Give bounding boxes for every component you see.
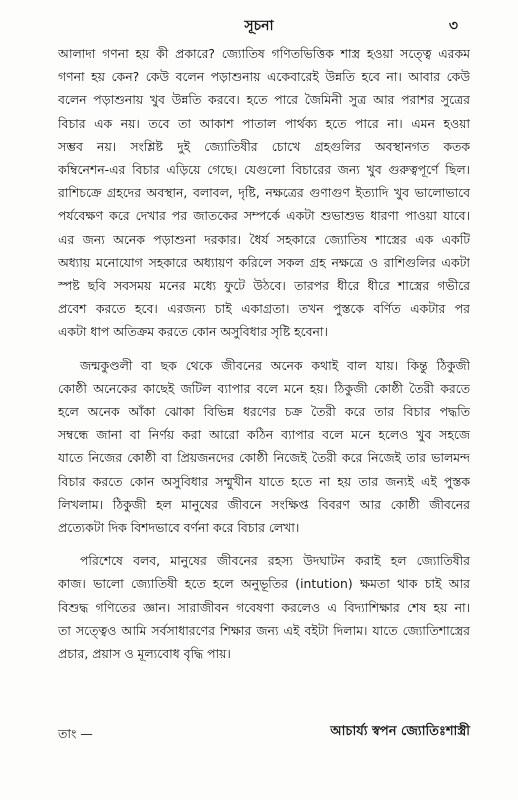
text-line: প্রত্যেকটা দিক বিশদভাবে বর্ণনা করে বিচার লেখা। [58, 520, 300, 536]
paragraph-2 [58, 354, 470, 540]
paragraph-gap [58, 344, 470, 354]
text-line: গণনা হয় কেন? কেউ বলেন পড়াশুনায় একেবারেই উন্নতি হবে না। আবার কেউ [58, 69, 470, 85]
text-line: জন্মকুণ্ডলী বা ছক থেকে জীবনের অনেক কথাই বাল যায়। কিন্তু ঠিকুজী [80, 357, 470, 373]
text-line: হলে অনেক আঁকা ঝোকা বিভিন্ন ধরণের চক্র তৈরী করে তার বিচার পদ্ধতি [58, 404, 470, 420]
text-line: লিখলাম। ঠিকুজী হল মানুষের জীবনে সংক্ষিপ্ত বিবরণ আর কোষ্ঠী জীবনের [58, 496, 470, 512]
text-line: বিচার এক নয়। তবে তা আকাশ পাতাল পার্থক্য হতে পারে না। এমন হওয়া [58, 115, 470, 131]
text-line: একটা ধাপ অতিক্রম করতে কোন অসুবিধার সৃষ্টি হবেনা। [58, 324, 328, 340]
text-line: কোষ্ঠী অনেকের কাছেই জটিল ব্যাপার বলে মনে হয়। ঠিকুজী কোষ্ঠী তৈরী করতে [58, 380, 470, 396]
text-line: সম্বন্ধে জানা বা নির্ণয় করা আরো কঠিন ব্যাপার বলে মনে হলেও খুব সহজে [58, 427, 470, 443]
date-label: তাং — [58, 726, 93, 741]
text-line: কম্বিনেশন-এর বিচার এড়িয়ে গেছে। যেগুলো বিচারের জন্য খুব গুরুত্বপূর্ণে ছিল। [58, 162, 470, 178]
text-line: অধ্যায় মনোযোগ সহকারে অধ্যায়ণ করিলে সকল গ্রহ নক্ষত্রে ও রাশিগুলির একটা [58, 254, 470, 270]
text-line: রাশিচক্রে গ্রহদের অবস্থান, বলাবল, দৃষ্টি, নক্ষত্রের গুণাগুণ ইত্যাদি খুব ভালোভাবে [58, 185, 470, 201]
signature-block [58, 722, 470, 748]
text-line: বলেন পড়াশুনায় খুব উন্নতি করবে। হতে পারে জৈমিনী সুত্র আর পরাশর সুত্রের [58, 92, 470, 108]
text-line: কাজ। ভালো জ্যোতিষী হতে হলে অনুভূতির (intution) ক্ষমতা থাক চাই আর [58, 576, 470, 592]
text-line: পর্যবেক্ষণ করে দেখার পর জাতকের সম্পর্কে একটা শুভাশুভ ধারণা পাওয়া যাবে। [58, 208, 470, 224]
text-line: আলাদা গণনা হয় কী প্রকারে? জ্যোতিষ গণিতভিত্তিক শাস্ত্র হওয়া সত্ত্বে এরকম [58, 46, 470, 61]
page-body [58, 42, 470, 665]
paragraph-1 [58, 42, 470, 344]
text-line: যাতে নিজের কোষ্ঠী বা প্রিয়জনদের কোষ্ঠী নিজেই তৈরী করে নিজেই তার ভালমন্দ [58, 450, 470, 466]
page-number: ৩ [448, 18, 458, 34]
text-line: স্পষ্ট ছবি সবসময় মনের মধ্যে ফুটে উঠবে। তারপর ধীরে ধীরে শাস্ত্রের গভীরে [58, 278, 470, 294]
paragraph-3 [58, 549, 470, 665]
text-line: প্রবেশ করতে হবে। এরজন্য চাই একাগ্রতা। তখন পুস্তকে বর্ণিত একটার পর [58, 301, 470, 317]
author-signature: আচার্য্য স্বপন জ্যোতিঃশাস্ত্রী [330, 724, 470, 739]
paragraph-gap [58, 539, 470, 549]
text-line: প্রচার, প্রয়াস ও মূল্যবোধ বৃদ্ধি পায়। [58, 646, 231, 662]
page-title: সূচনা [244, 18, 274, 34]
text-line: তা সত্ত্বেও আমি সর্বসাধারণের শিক্ষার জন্য এই বইটা দিলাম। যাতে জ্যোতিশাস্ত্রের [58, 622, 470, 638]
page-header [60, 14, 458, 36]
text-line: বিশুদ্ধ গণিতের জ্ঞান। সারাজীবন গবেষণা করলেও এ বিদ্যাশিক্ষার শেষ হয় না। [58, 599, 470, 615]
text-line: বিচার করতে কোন অসুবিধার সম্মুখীন যাতে হতে না হয় তার জন্যই এই পুস্তক [58, 473, 470, 489]
text-line: পরিশেষে বলব, মানুষের জীবনের রহস্য উদঘাটন করাই হল জ্যোতিষীর [80, 553, 470, 569]
text-line: সম্ভব নয়। সংশ্লিষ্ট দুই জ্যোতিষীর চোখে গ্রহগুলির অবস্থানগত কতক [58, 138, 470, 154]
text-line: এর জন্য অনেক পড়াশুনা দরকার। ধৈর্য সহকারে জ্যোতিষ শাস্ত্রের এক একটি [58, 231, 470, 247]
